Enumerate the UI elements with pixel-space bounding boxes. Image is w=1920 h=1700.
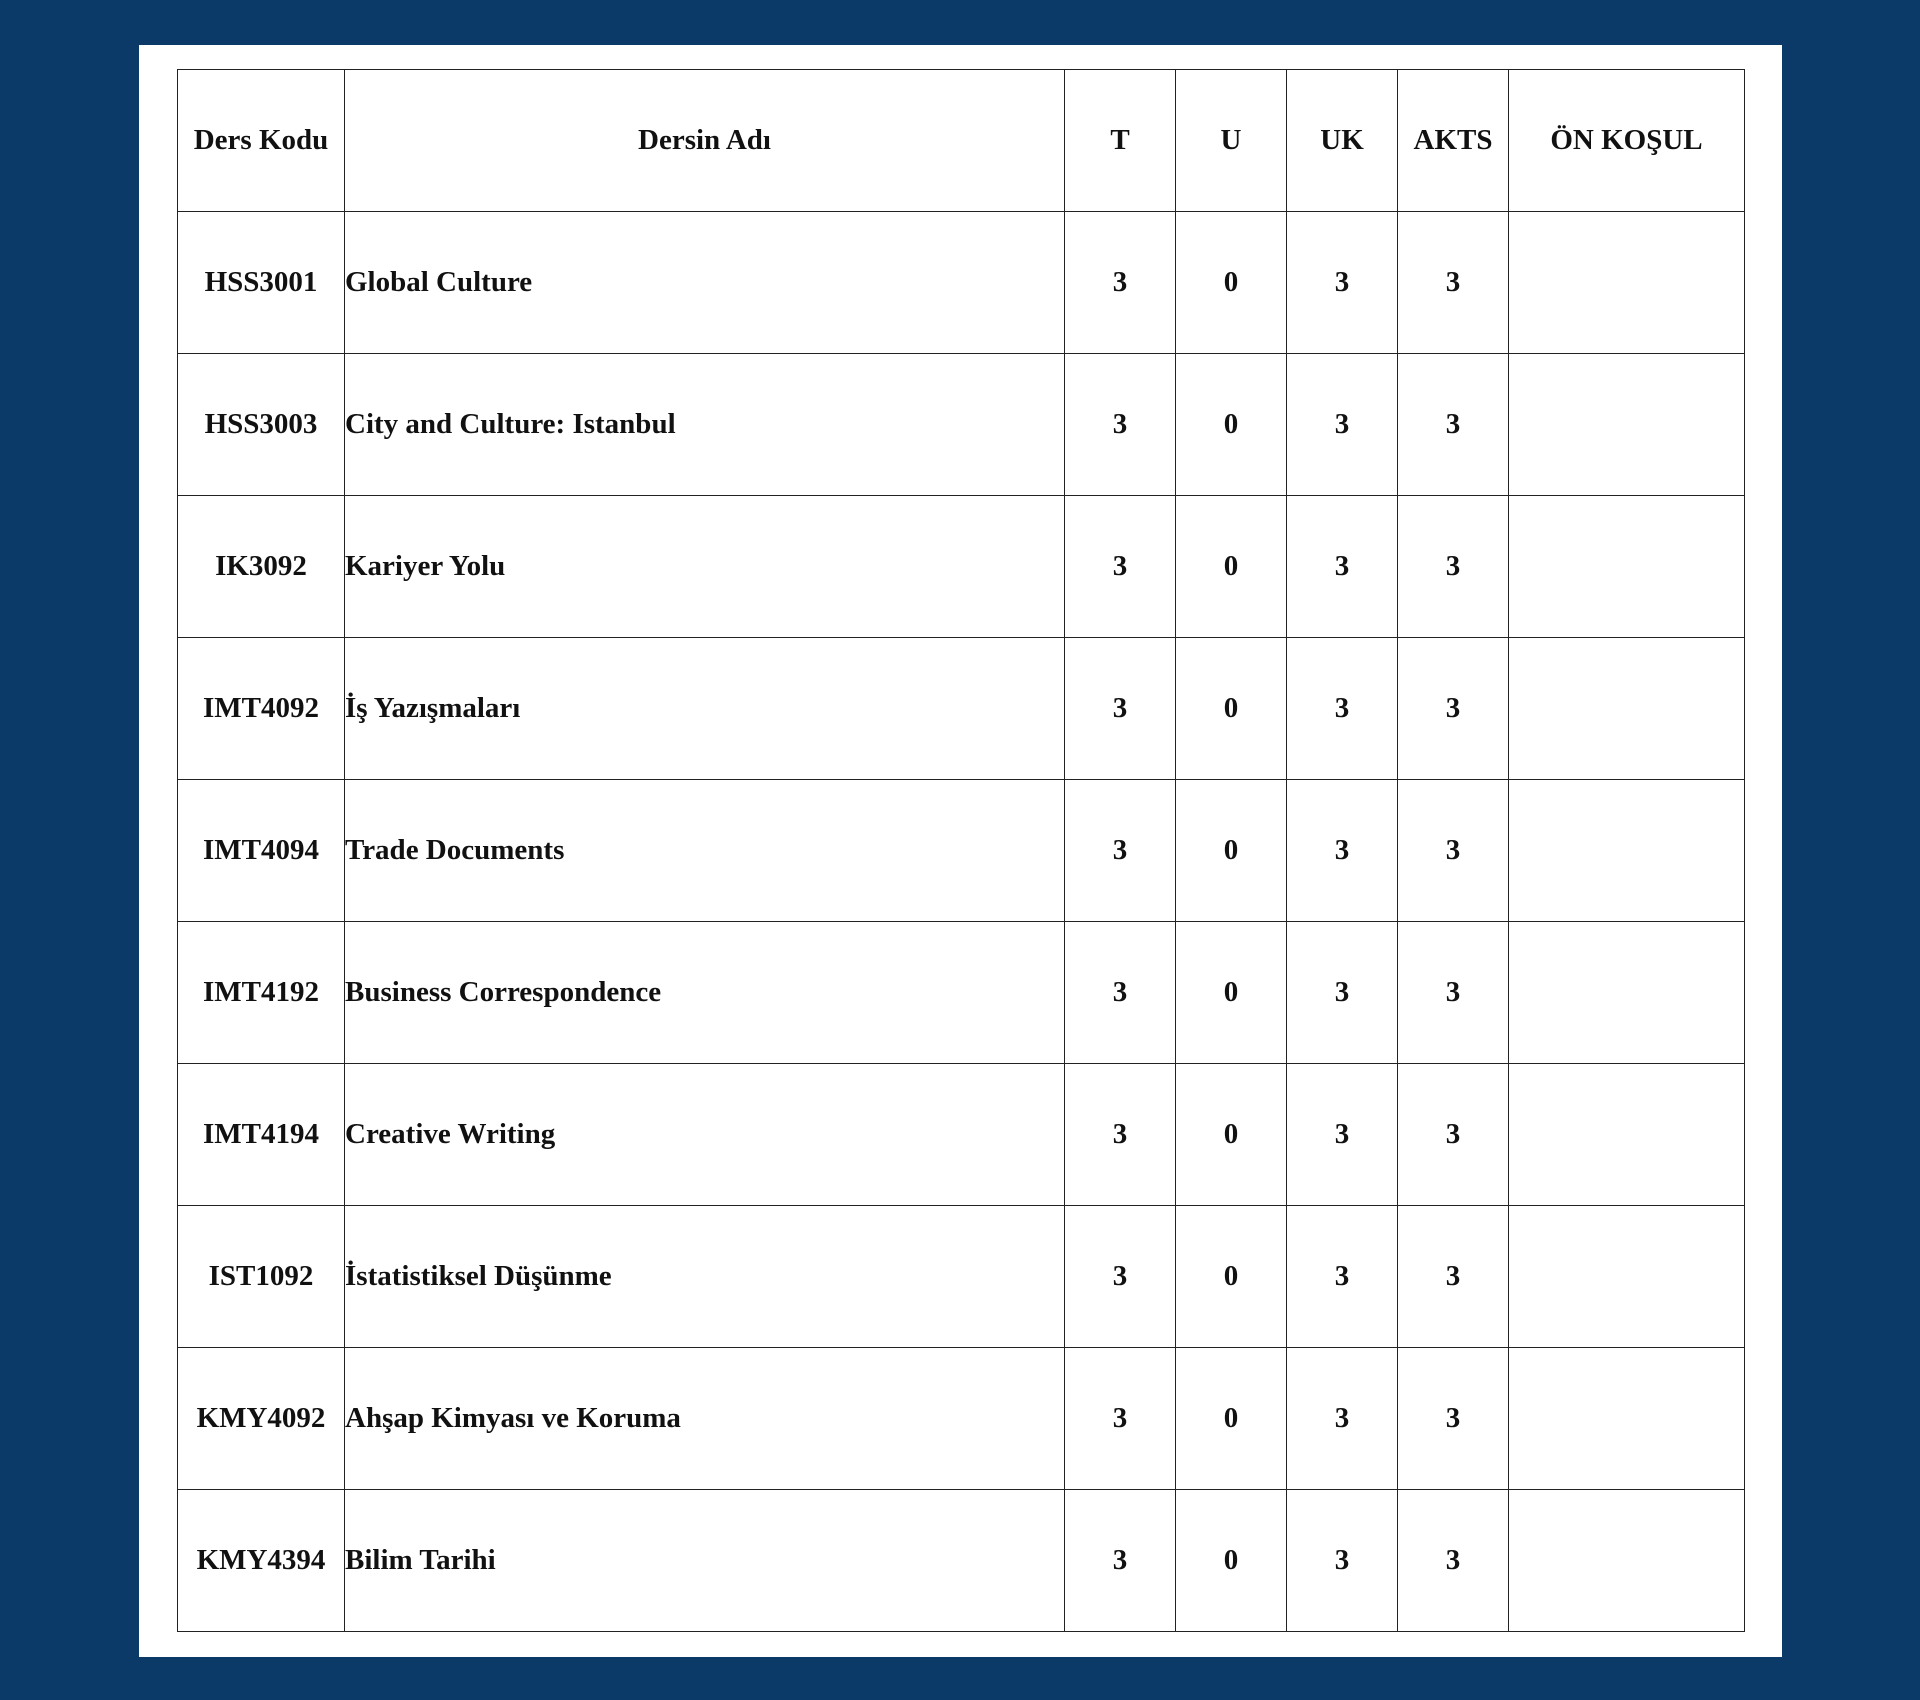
course-code: IMT4092 [178,638,345,780]
national-credit: 3 [1287,1348,1398,1490]
table-row [178,1348,1745,1490]
practice-hours: 0 [1176,1064,1287,1206]
theory-hours: 3 [1065,1490,1176,1632]
course-name: Creative Writing [345,1064,1065,1206]
header-row [178,70,1745,212]
header-prerequisite: ÖN KOŞUL [1509,70,1745,212]
ects-credit: 3 [1398,1490,1509,1632]
course-code: IMT4094 [178,780,345,922]
document-sheet [139,45,1782,1657]
practice-hours: 0 [1176,922,1287,1064]
prerequisite [1509,1490,1745,1632]
practice-hours: 0 [1176,496,1287,638]
table-row [178,1206,1745,1348]
national-credit: 3 [1287,1490,1398,1632]
table-row [178,1490,1745,1632]
prerequisite [1509,1348,1745,1490]
practice-hours: 0 [1176,1490,1287,1632]
theory-hours: 3 [1065,1064,1176,1206]
table-row [178,1064,1745,1206]
table-row [178,638,1745,780]
practice-hours: 0 [1176,638,1287,780]
prerequisite [1509,638,1745,780]
course-code: IST1092 [178,1206,345,1348]
header-practice-hours: U [1176,70,1287,212]
national-credit: 3 [1287,1206,1398,1348]
course-code: HSS3001 [178,212,345,354]
table-row [178,496,1745,638]
ects-credit: 3 [1398,1206,1509,1348]
course-code: KMY4394 [178,1490,345,1632]
course-name: Business Correspondence [345,922,1065,1064]
theory-hours: 3 [1065,780,1176,922]
course-code: IMT4194 [178,1064,345,1206]
table-row [178,780,1745,922]
prerequisite [1509,1064,1745,1206]
header-theory-hours: T [1065,70,1176,212]
practice-hours: 0 [1176,212,1287,354]
national-credit: 3 [1287,496,1398,638]
header-ects: AKTS [1398,70,1509,212]
course-code: KMY4092 [178,1348,345,1490]
national-credit: 3 [1287,638,1398,780]
ects-credit: 3 [1398,1064,1509,1206]
header-course-name: Dersin Adı [345,70,1065,212]
table-row [178,354,1745,496]
theory-hours: 3 [1065,496,1176,638]
prerequisite [1509,1206,1745,1348]
prerequisite [1509,212,1745,354]
course-name: Trade Documents [345,780,1065,922]
theory-hours: 3 [1065,1206,1176,1348]
prerequisite [1509,496,1745,638]
theory-hours: 3 [1065,1348,1176,1490]
prerequisite [1509,780,1745,922]
course-table-body [178,212,1745,1632]
ects-credit: 3 [1398,212,1509,354]
national-credit: 3 [1287,212,1398,354]
theory-hours: 3 [1065,638,1176,780]
practice-hours: 0 [1176,1348,1287,1490]
ects-credit: 3 [1398,354,1509,496]
course-name: İş Yazışmaları [345,638,1065,780]
national-credit: 3 [1287,780,1398,922]
theory-hours: 3 [1065,354,1176,496]
course-name: Ahşap Kimyası ve Koruma [345,1348,1065,1490]
course-code: IMT4192 [178,922,345,1064]
course-name: City and Culture: Istanbul [345,354,1065,496]
course-name: Global Culture [345,212,1065,354]
course-code: HSS3003 [178,354,345,496]
theory-hours: 3 [1065,212,1176,354]
course-table [177,69,1745,1632]
table-row [178,212,1745,354]
ects-credit: 3 [1398,496,1509,638]
national-credit: 3 [1287,354,1398,496]
course-name: Bilim Tarihi [345,1490,1065,1632]
table-row [178,922,1745,1064]
course-name: İstatistiksel Düşünme [345,1206,1065,1348]
practice-hours: 0 [1176,1206,1287,1348]
practice-hours: 0 [1176,354,1287,496]
ects-credit: 3 [1398,1348,1509,1490]
ects-credit: 3 [1398,922,1509,1064]
header-national-credit: UK [1287,70,1398,212]
ects-credit: 3 [1398,780,1509,922]
header-course-code: Ders Kodu [178,70,345,212]
course-code: IK3092 [178,496,345,638]
prerequisite [1509,922,1745,1064]
theory-hours: 3 [1065,922,1176,1064]
practice-hours: 0 [1176,780,1287,922]
prerequisite [1509,354,1745,496]
national-credit: 3 [1287,1064,1398,1206]
ects-credit: 3 [1398,638,1509,780]
course-name: Kariyer Yolu [345,496,1065,638]
national-credit: 3 [1287,922,1398,1064]
